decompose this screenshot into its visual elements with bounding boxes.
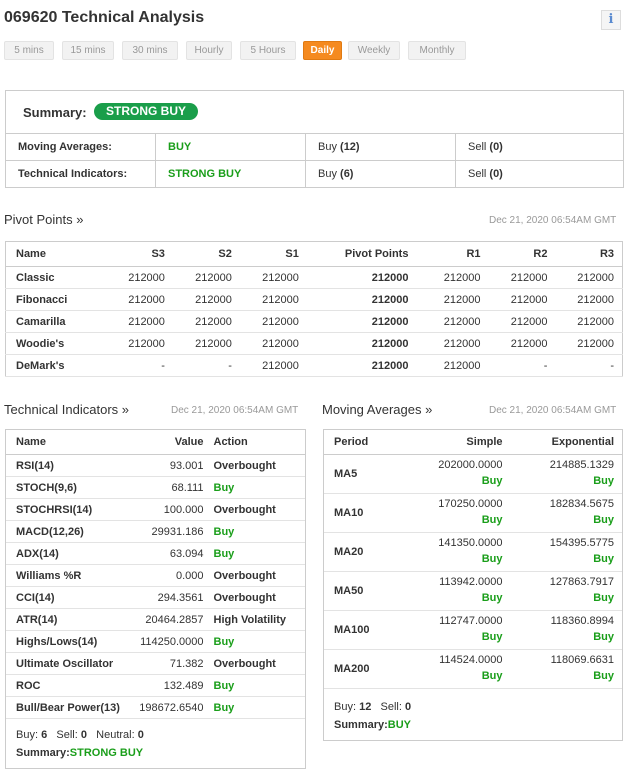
- ma-exponential: 214885.1329 Buy: [511, 455, 623, 494]
- timeframe-tab-daily[interactable]: Daily: [303, 41, 342, 60]
- ma-exponential: 127863.7917 Buy: [511, 572, 623, 611]
- indicator-name: Williams %R: [6, 565, 126, 587]
- column-header: Name: [6, 242, 87, 267]
- summary-row-label: Technical Indicators:: [6, 161, 156, 188]
- timeframe-tab-5-hours[interactable]: 5 Hours: [240, 41, 296, 60]
- table-row: [6, 653, 306, 675]
- indicator-value: 20464.2857: [126, 609, 212, 631]
- indicator-action: Buy: [212, 543, 306, 565]
- summary-row-buy: Buy (6): [306, 161, 456, 188]
- ma-exponential: 118360.8994 Buy: [511, 611, 623, 650]
- table-row: [6, 675, 306, 697]
- table-row: [324, 611, 623, 650]
- table-cell: 212000: [240, 311, 307, 333]
- column-header: S3: [87, 242, 173, 267]
- summary-table: [5, 133, 624, 188]
- table-cell: 212000: [307, 289, 417, 311]
- ma-period: MA5: [324, 455, 424, 494]
- indicator-action: Buy: [212, 675, 306, 697]
- table-row: [6, 311, 623, 333]
- table-row: [6, 565, 306, 587]
- table-cell: 212000: [240, 289, 307, 311]
- indicator-value: 132.489: [126, 675, 212, 697]
- table-cell: Woodie's: [6, 333, 87, 355]
- summary-row-moving-averages: [6, 134, 624, 161]
- table-row: [6, 333, 623, 355]
- timeframe-tab-15-mins[interactable]: 15 mins: [62, 41, 114, 60]
- column-header: Value: [126, 430, 212, 455]
- page-title: 069620 Technical Analysis: [4, 9, 205, 26]
- ma-exponential: 118069.6631 Buy: [511, 650, 623, 689]
- table-cell: 212000: [555, 333, 622, 355]
- indicator-value: 114250.0000: [126, 631, 212, 653]
- table-row: [6, 543, 306, 565]
- indicator-name: Bull/Bear Power(13): [6, 697, 126, 719]
- table-header-row: [6, 242, 623, 267]
- technical-footer: Buy: 6 Sell: 0 Neutral: 0 Summary:STRONG BUY: [16, 729, 144, 759]
- table-cell: 212000: [416, 267, 488, 289]
- moving-averages-date: Dec 21, 2020 06:54AM GMT: [489, 405, 617, 416]
- table-row: [6, 587, 306, 609]
- table-cell: -: [87, 355, 173, 377]
- table-cell: Camarilla: [6, 311, 87, 333]
- table-cell: 212000: [489, 267, 556, 289]
- ma-period: MA200: [324, 650, 424, 689]
- table-cell: 212000: [489, 289, 556, 311]
- indicator-action: Overbought: [212, 565, 306, 587]
- indicator-action: Overbought: [212, 455, 306, 477]
- ma-exponential: 182834.5675 Buy: [511, 494, 623, 533]
- indicator-name: MACD(12,26): [6, 521, 126, 543]
- timeframe-tab-monthly[interactable]: Monthly: [408, 41, 466, 60]
- table-cell: 212000: [416, 355, 488, 377]
- moving-averages-link[interactable]: Moving Averages »: [322, 402, 433, 417]
- indicator-action: Buy: [212, 521, 306, 543]
- table-cell: 212000: [173, 267, 240, 289]
- table-cell: 212000: [240, 355, 307, 377]
- table-row: [6, 455, 306, 477]
- indicator-value: 71.382: [126, 653, 212, 675]
- table-cell: 212000: [307, 311, 417, 333]
- table-cell: 212000: [416, 289, 488, 311]
- summary-row-technical-indicators: [6, 161, 624, 188]
- table-cell: 212000: [173, 289, 240, 311]
- summary-badge: STRONG BUY: [94, 103, 198, 120]
- column-header: Exponential: [511, 430, 623, 455]
- technical-indicators-link[interactable]: Technical Indicators »: [4, 402, 130, 417]
- column-header: Period: [324, 430, 424, 455]
- table-cell: 212000: [555, 311, 622, 333]
- column-header: Action: [212, 430, 306, 455]
- table-row: [6, 289, 623, 311]
- indicator-name: STOCH(9,6): [6, 477, 126, 499]
- ma-simple: 202000.0000 Buy: [424, 455, 511, 494]
- table-row: [6, 609, 306, 631]
- technical-date: Dec 21, 2020 06:54AM GMT: [171, 405, 299, 416]
- ma-exponential: 154395.5775 Buy: [511, 533, 623, 572]
- column-header: Pivot Points: [307, 242, 417, 267]
- table-header-row: [6, 430, 306, 455]
- ma-period: MA100: [324, 611, 424, 650]
- table-row: [6, 697, 306, 719]
- table-row: [324, 455, 623, 494]
- table-row: [6, 477, 306, 499]
- column-header: R1: [416, 242, 488, 267]
- summary-row-sell: Sell (0): [456, 161, 624, 188]
- table-cell: 212000: [307, 355, 417, 377]
- indicator-action: Buy: [212, 477, 306, 499]
- ma-simple: 113942.0000 Buy: [424, 572, 511, 611]
- table-cell: Fibonacci: [6, 289, 87, 311]
- indicator-value: 93.001: [126, 455, 212, 477]
- technical-indicators-table: [5, 429, 306, 719]
- indicator-name: ATR(14): [6, 609, 126, 631]
- table-cell: 212000: [416, 333, 488, 355]
- column-header: S1: [240, 242, 307, 267]
- table-header-row: [324, 430, 623, 455]
- table-row: [6, 267, 623, 289]
- indicator-action: Buy: [212, 697, 306, 719]
- indicator-name: RSI(14): [6, 455, 126, 477]
- summary-row-label: Moving Averages:: [6, 134, 156, 161]
- pivot-date: Dec 21, 2020 06:54AM GMT: [489, 215, 617, 226]
- table-row: [6, 499, 306, 521]
- pivot-points-table: [5, 241, 623, 377]
- timeframe-tab-30-mins[interactable]: 30 mins: [122, 41, 178, 60]
- summary-row-buy: Buy (12): [306, 134, 456, 161]
- table-cell: DeMark's: [6, 355, 87, 377]
- indicator-value: 63.094: [126, 543, 212, 565]
- column-header: R2: [489, 242, 556, 267]
- table-cell: 212000: [416, 311, 488, 333]
- summary-row-sell: Sell (0): [456, 134, 624, 161]
- table-cell: -: [489, 355, 556, 377]
- table-row: [6, 631, 306, 653]
- table-row: [324, 650, 623, 689]
- summary-header: [5, 90, 624, 134]
- ma-period: MA10: [324, 494, 424, 533]
- table-cell: -: [555, 355, 622, 377]
- ma-simple: 141350.0000 Buy: [424, 533, 511, 572]
- timeframe-tab-5-mins[interactable]: 5 mins: [4, 41, 54, 60]
- table-cell: 212000: [173, 311, 240, 333]
- indicator-value: 198672.6540: [126, 697, 212, 719]
- ma-period: MA20: [324, 533, 424, 572]
- summary-row-signal: BUY: [156, 134, 306, 161]
- indicator-value: 29931.186: [126, 521, 212, 543]
- table-cell: 212000: [489, 333, 556, 355]
- indicator-name: ROC: [6, 675, 126, 697]
- table-row: [324, 572, 623, 611]
- table-cell: 212000: [555, 289, 622, 311]
- table-cell: 212000: [307, 267, 417, 289]
- table-row: [324, 533, 623, 572]
- indicator-action: High Volatility: [212, 609, 306, 631]
- indicator-name: CCI(14): [6, 587, 126, 609]
- indicator-value: 294.3561: [126, 587, 212, 609]
- table-row: [6, 521, 306, 543]
- table-row: [324, 494, 623, 533]
- table-cell: 212000: [87, 289, 173, 311]
- table-cell: 212000: [173, 333, 240, 355]
- indicator-value: 100.000: [126, 499, 212, 521]
- indicator-action: Overbought: [212, 587, 306, 609]
- indicator-name: Highs/Lows(14): [6, 631, 126, 653]
- timeframe-tab-hourly[interactable]: Hourly: [186, 41, 232, 60]
- ma-simple: 112747.0000 Buy: [424, 611, 511, 650]
- column-header: R3: [555, 242, 622, 267]
- indicator-action: Overbought: [212, 499, 306, 521]
- indicator-value: 68.111: [126, 477, 212, 499]
- table-cell: 212000: [240, 267, 307, 289]
- ma-simple: 114524.0000 Buy: [424, 650, 511, 689]
- indicator-action: Overbought: [212, 653, 306, 675]
- timeframe-tab-weekly[interactable]: Weekly: [348, 41, 400, 60]
- table-cell: -: [173, 355, 240, 377]
- info-icon[interactable]: i: [601, 10, 621, 30]
- summary-row-signal: STRONG BUY: [156, 161, 306, 188]
- indicator-name: ADX(14): [6, 543, 126, 565]
- table-cell: 212000: [240, 333, 307, 355]
- ma-period: MA50: [324, 572, 424, 611]
- table-cell: 212000: [87, 311, 173, 333]
- table-cell: 212000: [489, 311, 556, 333]
- column-header: Name: [6, 430, 126, 455]
- table-row: [6, 355, 623, 377]
- indicator-name: Ultimate Oscillator: [6, 653, 126, 675]
- indicator-name: STOCHRSI(14): [6, 499, 126, 521]
- indicator-value: 0.000: [126, 565, 212, 587]
- moving-averages-footer: Buy: 12 Sell: 0 Summary:BUY: [334, 701, 412, 731]
- indicator-action: Buy: [212, 631, 306, 653]
- table-cell: 212000: [555, 267, 622, 289]
- ma-simple: 170250.0000 Buy: [424, 494, 511, 533]
- table-cell: Classic: [6, 267, 87, 289]
- table-cell: 212000: [87, 267, 173, 289]
- pivot-points-link[interactable]: Pivot Points »: [4, 212, 84, 227]
- moving-averages-table: [323, 429, 623, 689]
- table-cell: 212000: [87, 333, 173, 355]
- summary-label: Summary:: [23, 105, 87, 120]
- column-header: Simple: [424, 430, 511, 455]
- table-cell: 212000: [307, 333, 417, 355]
- column-header: S2: [173, 242, 240, 267]
